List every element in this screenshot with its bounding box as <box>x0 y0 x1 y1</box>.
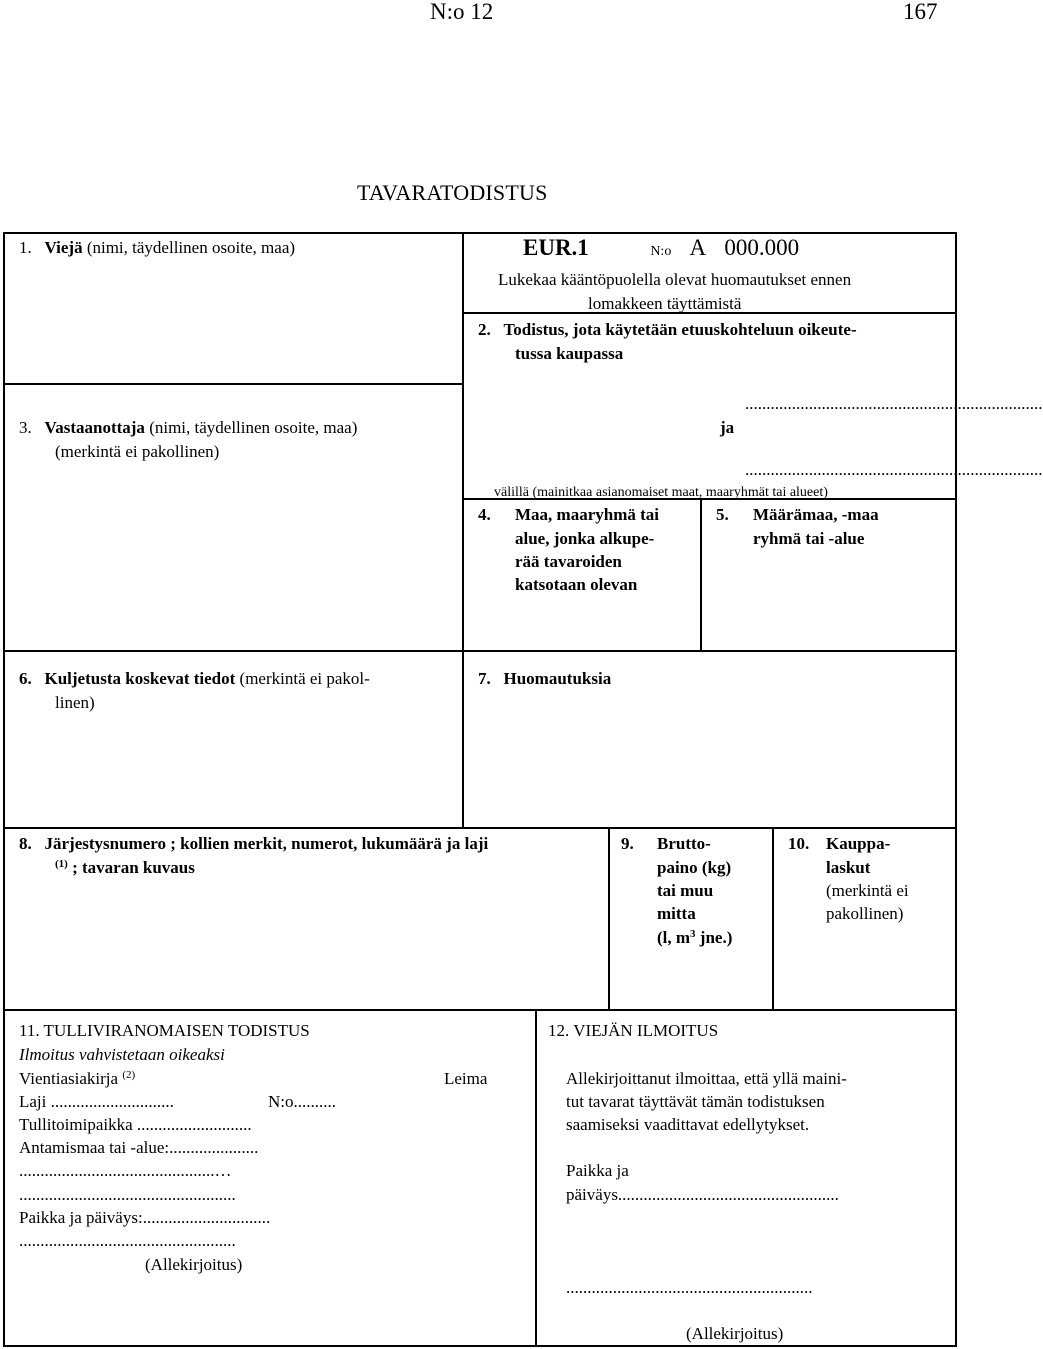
box11-signature: (Allekirjoitus) <box>145 1255 243 1274</box>
box8-line1 <box>19 832 488 855</box>
box2-line1 <box>478 318 857 341</box>
box12-signature: (Allekirjoitus) <box>686 1324 784 1343</box>
box9-line2: paino (kg) <box>657 858 732 877</box>
trade-ja: ja <box>720 418 735 437</box>
box8-number: 8. <box>19 834 32 853</box>
box1-label-rest: (nimi, täydellinen osoite, maa) <box>82 238 296 257</box>
box5-line2: ryhmä tai -alue <box>753 529 865 548</box>
box12-place2: päiväys.................................................... <box>566 1185 839 1204</box>
box1-label-bold: Viejä <box>44 238 83 257</box>
instructions-line2: lomakkeen täyttämistä <box>588 294 742 313</box>
box11-doc <box>19 1067 135 1090</box>
box3-label-rest: (nimi, täydellinen osoite, maa) <box>144 418 358 437</box>
box2-text1: Todistus, jota käytetään etuuskohteluun oikeute- <box>503 320 857 339</box>
box11-doc-footnote: (2) <box>122 1069 136 1081</box>
box6-number: 6. <box>19 669 32 688</box>
box12-line3: saamiseksi vaadittavat edellytykset. <box>566 1115 810 1134</box>
box6-label-bold: Kuljetusta koskevat tiedot <box>44 669 236 688</box>
box12-line2: tut tavarat täyttävät tämän todistuksen <box>566 1092 825 1111</box>
box8-line2 <box>55 856 195 879</box>
box2-number: 2. <box>478 320 491 339</box>
box7-number: 7. <box>478 669 491 688</box>
trade-dots-2: ...................................................................... <box>745 460 1043 479</box>
box10-line2: laskut <box>826 858 871 877</box>
box3-label-bold: Vastaanottaja <box>44 418 145 437</box>
box9-unit-sup: 3 <box>690 928 696 940</box>
box4-line1: Maa, maaryhmä tai <box>515 505 660 524</box>
box11-stamp: Leima <box>444 1069 488 1088</box>
box9-unit-post: jne.) <box>695 928 733 947</box>
box11-country: Antamismaa tai -alue:..................... <box>19 1138 259 1157</box>
box9-line1: Brutto- <box>657 834 711 853</box>
box6-line2: linen) <box>55 693 95 712</box>
box3-line1 <box>19 416 357 439</box>
box11-no: N:o.......... <box>268 1092 336 1111</box>
box11-dots2: ................................................... <box>19 1185 236 1204</box>
box10-line4: pakollinen) <box>826 904 904 923</box>
box11-dots3: ................................................... <box>19 1231 236 1250</box>
box5-number: 5. <box>716 505 729 524</box>
page-number-left: N:o 12 <box>430 0 494 24</box>
box4-line4: katsotaan olevan <box>515 575 638 594</box>
box6-label-rest: (merkintä ei pakol- <box>235 669 370 688</box>
box4-line2: alue, jonka alkupe- <box>515 529 655 548</box>
box9-unit-pre: (l, m <box>657 928 691 947</box>
box9-line5 <box>657 926 732 949</box>
trade-dots-1: ...................................................................... <box>745 394 1043 413</box>
box4-line3: rää tavaroiden <box>515 552 622 571</box>
box4-number: 4. <box>478 505 491 524</box>
box10-line1: Kauppa- <box>826 834 891 853</box>
box1-label <box>19 236 295 259</box>
box5-line1: Määrämaa, -maa <box>753 505 879 524</box>
box10-number: 10. <box>788 834 810 853</box>
box9-number: 9. <box>621 834 634 853</box>
document-title: TAVARATODISTUS <box>357 180 548 205</box>
box7-text: Huomautuksia <box>503 669 612 688</box>
box11-office: Tullitoimipaikka ........................... <box>19 1115 252 1134</box>
box6-line1 <box>19 667 370 690</box>
box2-line2: tussa kaupassa <box>515 344 624 363</box>
box3-number: 3. <box>19 418 32 437</box>
box11-title: 11. TULLIVIRANOMAISEN TODISTUS <box>19 1021 310 1040</box>
eur1-code: EUR.1 <box>523 235 589 260</box>
box10-line3: (merkintä ei <box>826 881 909 900</box>
eur1-letter: A <box>689 235 705 260</box>
eur1-no-label: N:o <box>650 244 672 259</box>
box8-text2: ; tavaran kuvaus <box>67 858 195 877</box>
box9-line3: tai muu <box>657 881 714 900</box>
trade-between: välillä (mainitkaa asianomaiset maat, maaryhmät tai alueet) <box>494 485 828 500</box>
box11-dots1: ..............................................… <box>19 1161 232 1180</box>
box1-number: 1. <box>19 238 32 257</box>
box12-line1: Allekirjoittanut ilmoittaa, että yllä maini- <box>566 1069 847 1088</box>
box11-doc-label: Vientiasiakirja <box>19 1069 119 1088</box>
box7-label <box>478 667 611 690</box>
eur1-header <box>523 234 799 266</box>
box9-line4: mitta <box>657 904 696 923</box>
box11-subtitle: Ilmoitus vahvistetaan oikeaksi <box>19 1045 225 1064</box>
box8-footnote: (1) <box>55 858 68 870</box>
eur1-number: 000.000 <box>724 235 800 260</box>
box11-place-date: Paikka ja päiväys:.............................. <box>19 1208 271 1227</box>
box3-line2: (merkintä ei pakollinen) <box>55 442 220 461</box>
instructions-line1: Lukekaa kääntöpuolella olevat huomautukset ennen <box>498 270 852 289</box>
box8-text1: Järjestysnumero ; kollien merkit, numerot, lukumäärä ja laji <box>44 834 489 853</box>
box12-place1: Paikka ja <box>566 1161 629 1180</box>
box12-title: 12. VIEJÄN ILMOITUS <box>548 1021 719 1040</box>
page-number-right: 167 <box>903 0 938 24</box>
box12-dots: .......................................................... <box>566 1278 813 1297</box>
box11-laji: Laji ............................. <box>19 1092 174 1111</box>
